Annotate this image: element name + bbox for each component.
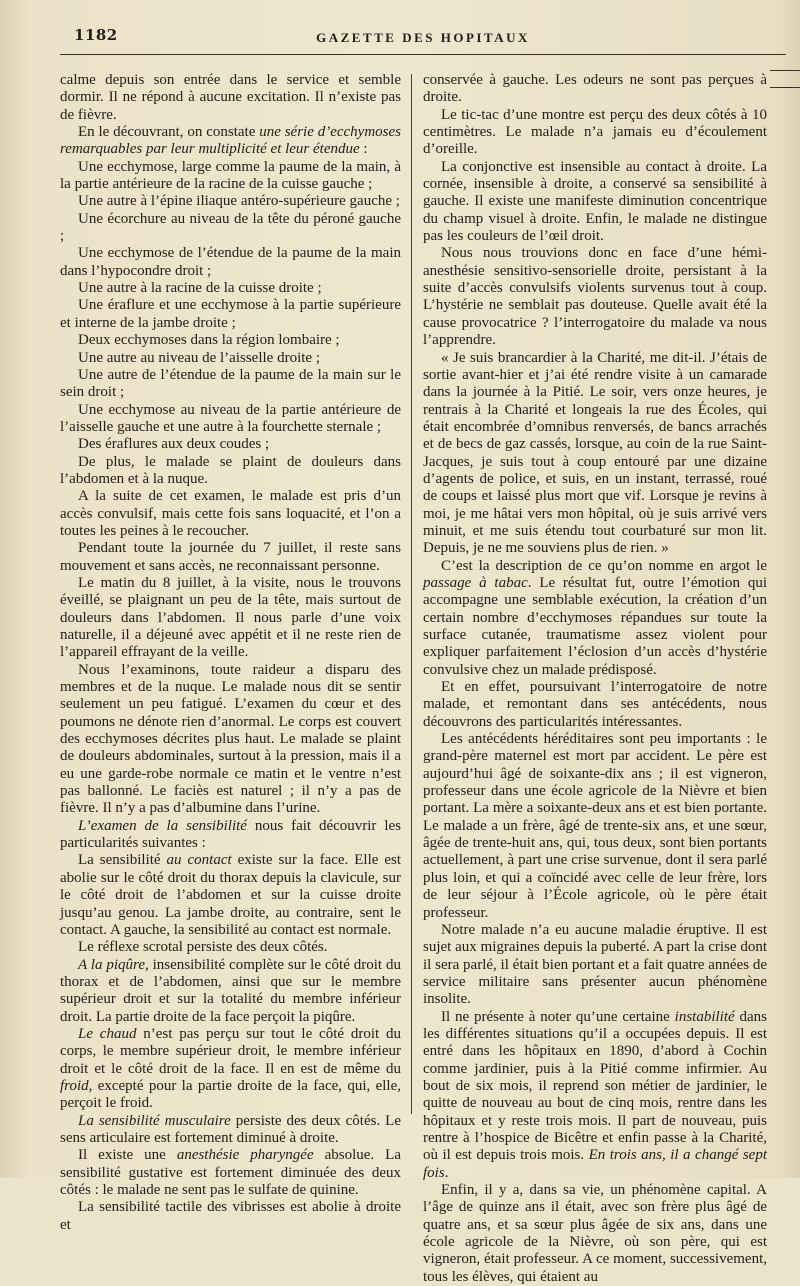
paragraph: Une autre au niveau de l’aisselle droite ; [78, 349, 320, 366]
paragraph: Deux ecchymoses dans la région lombaire ; [78, 332, 340, 349]
right-column [423, 72, 767, 1285]
page-number: 1182 [74, 26, 118, 44]
paragraph: De plus, le malade se plaint de douleurs dans l’abdomen et à la nuque. [60, 453, 401, 487]
paragraph: La sensibilité au contact existe sur la face. Elle est abolie sur le côté droit du thorax depuis la clavicule, sur le côté droit de l’abdomen et sur la cuisse droite jusqu’au genou. La jambe droite, au contraire, sent le contact. A gauche, la sensibilité au contact est normale. [60, 852, 402, 938]
paragraph: Il ne présente à noter qu’une certaine instabilité dans les différentes situations qu’il a occupées depuis. Il est entré dans les hôpitaux en 1890, d’abord à Cochin comme jardinier, puis à la Pitié comme infirmier. Au bout de six mois, il reprend son métier de jardinier, le quitte de nouveau au bout de cinq mois, rentre dans les hôpitaux et y reste trois mois. Il part de nouveau, puis rentre à l’hospice de Bicêtre et enfin passe à la Charité, où il est depuis trois mois. En trois ans, il a changé sept fois. [423, 1008, 767, 1181]
paragraph: La sensibilité musculaire persiste des deux côtés. Le sens articulaire est fortement diminué à droite. [60, 1112, 401, 1146]
paragraph: Le chaud n’est pas perçu sur tout le côté droit du corps, le membre supérieur droit, le membre inférieur droit et le côté droit de la face. Il en est de même du froid, excepté pour la partie droite de la face, qui, elle, perçoit le froid. [60, 1025, 401, 1112]
paragraph: Le tic-tac d’une montre est perçu des deux côtés à 10 centimètres. Le malade n’a jamais eu d’écoulement d’oreille. [423, 106, 767, 158]
paragraph: calme depuis son entrée dans le service et semble dormir. Il ne répond à aucune excitation. Il n’existe pas de fièvre. [60, 72, 401, 123]
journal-title: GAZETTE DES HOPITAUX [316, 30, 530, 45]
paragraph: Et en effet, poursuivant l’interrogatoire de notre malade, et remontant dans ses antécédents, nous découvrons des particularités intéressantes. [423, 679, 767, 730]
paragraph: Une écorchure au niveau de la tête du péroné gauche ; [60, 210, 401, 245]
paragraph: Une autre à la racine de la cuisse droite ; [78, 280, 322, 297]
paragraph: conservée à gauche. Les odeurs ne sont pas perçues à droite. [423, 72, 767, 106]
paragraph: Il existe une anesthésie pharyngée absolue. La sensibilité gustative est fortement diminuée des deux côtés : le malade ne sent pas le sulfate de quinine. [60, 1147, 401, 1198]
paragraph: Les antécédents héréditaires sont peu importants : le grand-père maternel est mort par accident. Le père est aujourd’hui âgé de soixante-dix ans ; il est vigneron, professeur dans une école agricole de la Nièvre et bien portant. La mère a soixante-deux ans et est bien portante. Le malade a un frère, âgé de trente-six ans, et une sœur, âgée de trente-huit ans, qui, tous deux, sont bien portants actuellement, à part une crise survenue, dont il sera parlé plus loin, et qui a coïncidé avec celle de leur frère, lors de leur séjour à l’École agricole, où le père était professeur. [423, 731, 767, 921]
edge-mark [770, 70, 800, 88]
paragraph: Nous l’examinons, toute raideur a disparu des membres et de la nuque. Le malade nous dit se sentir seulement un peu fatigué. L’examen du cœur et des poumons ne dénote rien d’anormal. Le corps est couvert des ecchymoses décrites plus haut. Le malade se plaint de douleurs abdominales, surtout à la pression, mais il a eu une garde-robe normale ce matin et le ventre n’est pas ballonné. Le faciès est naturel ; il n’y a pas de fièvre. Il n’y a pas d’albumine dans l’urine. [60, 661, 401, 817]
page-header [60, 24, 786, 55]
paragraph: Des éraflures aux deux coudes ; [78, 436, 270, 453]
paragraph: L’examen de la sensibilité nous fait découvrir les particularités suivantes : [60, 817, 401, 852]
paragraph: Une ecchymose de l’étendue de la paume de la main dans l’hypocondre droit ; [60, 245, 401, 279]
paragraph: Pendant toute la journée du 7 juillet, il reste sans mouvement et sans accès, ne reconnaissant personne. [60, 540, 401, 574]
paragraph: Une autre à l’épine iliaque antéro-supérieure gauche ; [78, 193, 400, 210]
paragraph: C’est la description de ce qu’on nomme en argot le passage à tabac. Le résultat fut, outre l’émotion qui accompagne une semblable exécution, la création d’un certain nombre d’ecchymoses répandues sur toute la surface cutanée, traumatisme assez violent pour expliquer parfaitement l’éclosion d’un accès d’hystérie convulsive chez un malade prédisposé. [423, 557, 767, 678]
paragraph: A la piqûre, insensibilité complète sur le côté droit du thorax et de l’abdomen, ainsi que sur le membre supérieur droit et sur la totalité du membre inférieur droit. La partie droite de la face perçoit la piqûre. [60, 956, 401, 1025]
paragraph: Enfin, il y a, dans sa vie, un phénomène capital. A l’âge de quinze ans il était, avec son frère plus âgé de quatre ans, et sa sœur plus âgée de six ans, dans une école agricole de la Nièvre, où son père, qui est vigneron, était professeur. A ce moment, successivement, tous les élèves, qui étaient au [423, 1182, 767, 1285]
paragraph: Notre malade n’a eu aucune maladie éruptive. Il est sujet aux migraines depuis la puberté. A part la crise dont il sera parlé, il était bien portant et a fait quatre années de service militaire sans présenter aucun phénomène insolite. [423, 921, 767, 1008]
column-divider [411, 74, 412, 1114]
paragraph: Une ecchymose au niveau de la partie antérieure de l’aisselle gauche et une autre à la fourchette sternale ; [60, 401, 401, 435]
paragraph: « Je suis brancardier à la Charité, me dit-il. J’étais de sortie avant-hier et j’ai été rendre visite à un camarade dans la journée à la Pitié. Le soir, vers onze heures, je rentrais à la Charité et longeais la rue des Écoles, qui était encombrée d’omnibus renversés, de bancs arrachés et de becs de gaz cassés, lorsque, au coin de la rue Saint-Jacques, je suis tout à coup entouré par une dizaine d’agents de police, et suis, en un instant, terrassé, roué de coups et laissé plus mort que vif. Lorsque je revins à moi, je me hâtai vers mon hôpital, où je suis arrivé vers minuit, et me suis étendu tout courbaturé sur mon lit. Depuis, je ne me souviens plus de rien. » [423, 349, 767, 557]
paragraph: Une autre de l’étendue de la paume de la main sur le sein droit ; [60, 366, 401, 401]
paragraph: En le découvrant, on constate une série d’ecchymoses remarquables par leur multiplicité et leur étendue : [60, 124, 401, 158]
paragraph: La conjonctive est insensible au contact à droite. La cornée, insensible à droite, a conservé sa sensibilité à gauche. Il existe une manifeste diminution concentrique du champ visuel à droite. Enfin, le malade ne distingue pas les couleurs de l’œil droit. [423, 158, 767, 245]
paragraph: A la suite de cet examen, le malade est pris d’un accès convulsif, mais cette fois sans loquacité, et l’on a toutes les peines à le recoucher. [60, 488, 401, 539]
paragraph: Une éraflure et une ecchymose à la partie supérieure et interne de la jambe droite ; [60, 297, 401, 331]
paragraph: Le réflexe scrotal persiste des deux côtés. [78, 939, 328, 956]
paragraph: Le matin du 8 juillet, à la visite, nous le trouvons éveillé, se plaignant un peu de la tête, mais surtout de douleurs dans l’abdomen. Il nous parle d’une voix naturelle, il a déjeuné avec appétit et il ne reste rien de l’appareil effrayant de la veille. [60, 574, 401, 661]
paragraph: Nous nous trouvions donc en face d’une hémi-anesthésie sensitivo-sensorielle droite, persistant à la suite d’accès convulsifs violents survenus tout à coup. L’hystérie ne semblait pas douteuse. Quelle avait été la cause provocatrice ? l’interrogatoire du malade va nous l’apprendre. [423, 245, 767, 349]
paragraph: La sensibilité tactile des vibrisses est abolie à droite et [60, 1199, 401, 1233]
left-column [60, 72, 402, 1233]
paragraph: Une ecchymose, large comme la paume de la main, à la partie antérieure de la racine de la cuisse gauche ; [60, 158, 401, 193]
